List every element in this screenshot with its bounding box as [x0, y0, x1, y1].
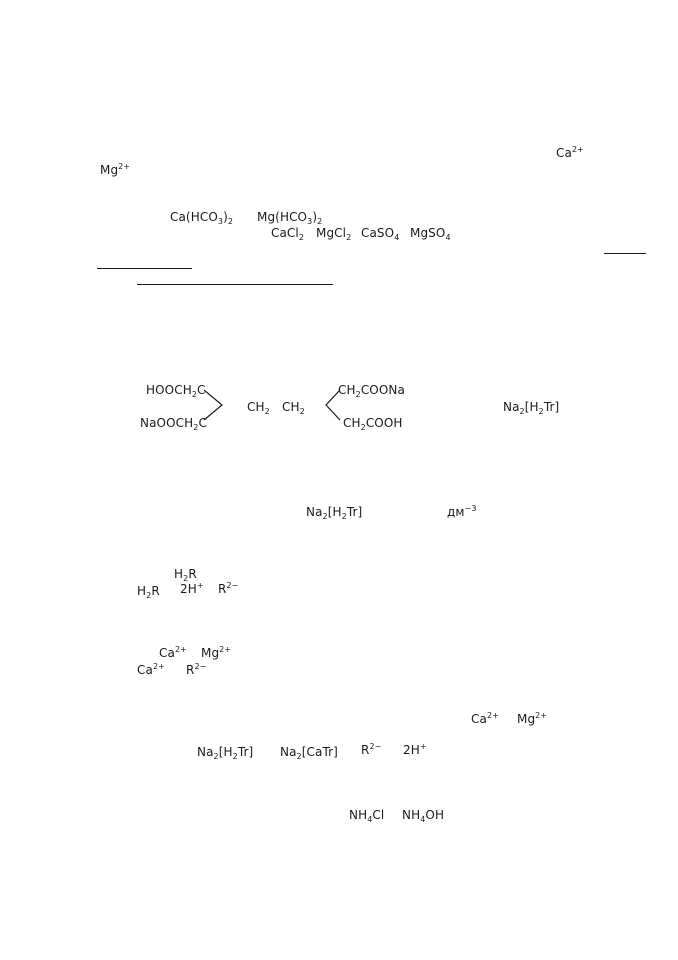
- underline-left: [97, 268, 192, 269]
- formula-h2r: $H_2R$: [137, 584, 160, 600]
- formula-magnesium-sulfate: MgSO$_4$: [410, 226, 451, 242]
- formula-trilon-b: $Na_2[H_2Tr]$: [503, 400, 560, 416]
- formula-naooch2c: NaOOCH$_2$C: [140, 416, 207, 432]
- formula-ca-ion-2: $Ca^{2+}$: [159, 645, 187, 660]
- formula-mg-ion-2: $Mg^{2+}$: [201, 645, 232, 660]
- formula-mg-ion: $Mg^{2+}$: [100, 162, 131, 177]
- left-bond-bracket: [204, 388, 224, 424]
- formula-mg-ion-3: $Mg^{2+}$: [517, 711, 548, 726]
- formula-2h-plus-2: 2H+: [403, 742, 427, 757]
- formula-nh4cl: $NH_4Cl$: [349, 808, 385, 824]
- formula-ch2coona: $CH_2COONa$: [338, 383, 405, 399]
- formula-2h-plus: 2H+: [180, 581, 204, 596]
- formula-ca-ion: $Ca^{2+}$: [556, 145, 584, 160]
- formula-ch2-first: $CH_2$: [247, 400, 270, 416]
- formula-ca-ion-3: $Ca^{2+}$: [137, 662, 165, 677]
- unit-dm-3: $дм^{-3}$: [447, 504, 477, 519]
- formula-magnesium-chloride: MgCl$_2$: [316, 226, 352, 242]
- formula-trilon-b-3: $Na_2[H_2Tr]$: [197, 745, 254, 761]
- formula-trilon-b-2: $Na_2[H_2Tr]$: [306, 505, 363, 521]
- formula-na2catr: $Na_2[CaTr]$: [280, 745, 338, 761]
- formula-h2r-top: $H_2R$: [174, 567, 197, 583]
- formula-ch2-second: $CH_2$: [282, 400, 305, 416]
- formula-hooch2c: $HOOCH_2C$: [146, 383, 206, 399]
- formula-ch2cooh: $CH_2COOH$: [343, 416, 403, 432]
- formula-r2-minus-2: $R^{2-}$: [186, 662, 207, 677]
- underline-long: [137, 284, 333, 285]
- formula-calcium-bicarbonate: $Ca(HCO_3)_2$: [170, 210, 234, 226]
- formula-calcium-chloride: CaCl$_2$: [271, 226, 305, 242]
- formula-r2-minus: $R^{2-}$: [218, 581, 239, 596]
- formula-ca-ion-4: $Ca^{2+}$: [471, 711, 499, 726]
- formula-r2-minus-3: $R^{2-}$: [361, 742, 382, 757]
- formula-magnesium-bicarbonate: $Mg(HCO_3)_2$: [257, 210, 323, 226]
- formula-calcium-sulfate: CaSO$_4$: [361, 226, 400, 242]
- formula-nh4oh: $NH_4OH$: [402, 808, 445, 824]
- underline-right: [604, 253, 646, 254]
